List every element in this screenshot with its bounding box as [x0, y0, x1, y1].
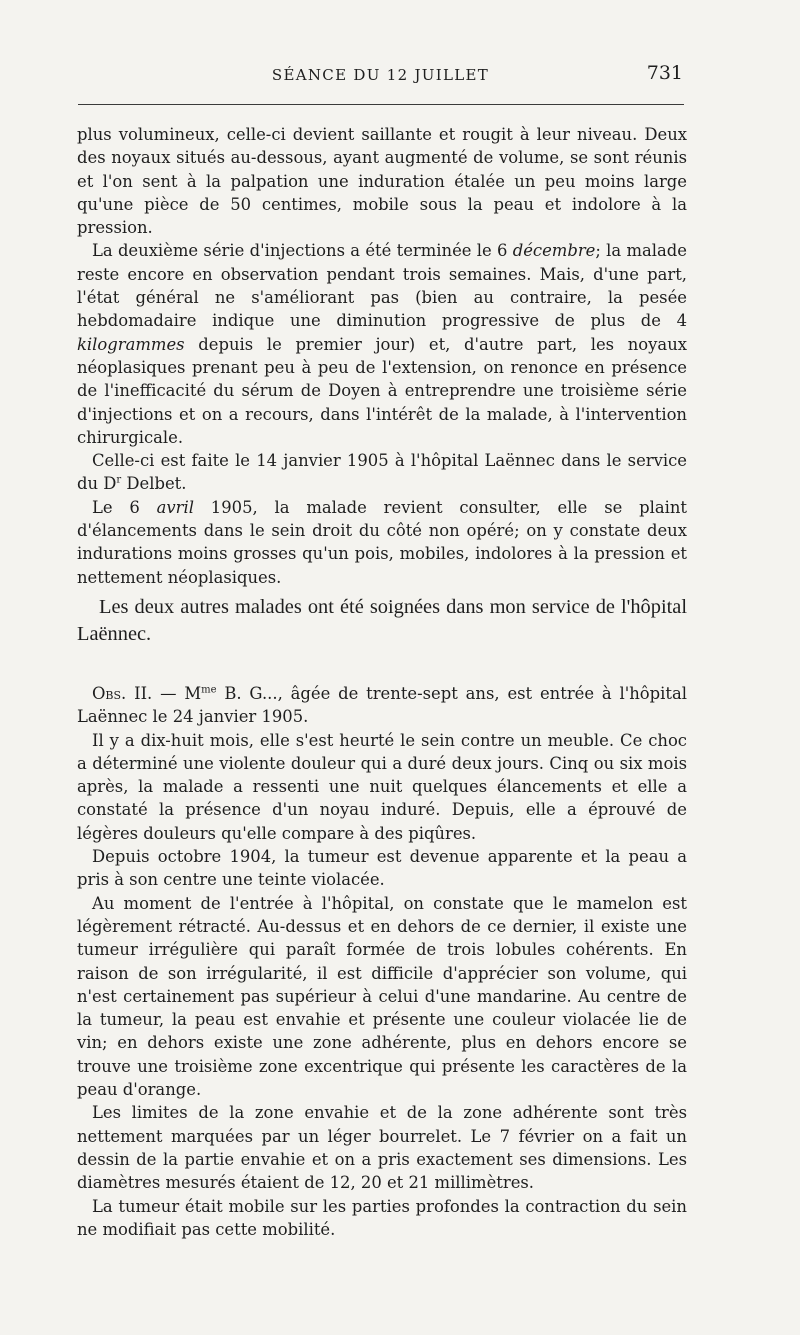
observation-paragraph: Au moment de l'entrée à l'hôpital, on constate que le mamelon est légèrement rétracté. Au-dessus et en dehors de ce dernier, il existe une tumeur irrégulière qui paraît formée de trois lobules cohérents. En raison de son irrégularité, il est difficile d'apprécier son volume, qui n'est certainement pas supérieur à celui d'une mandarine. Au centre de la tumeur, la peau est envahie et présente une couleur violacée lie de vin; en dehors existe une zone adhérente, plus en dehors encore se trouve une troisième zone excentrique qui présente les caractères de la peau d'orange.: [77, 893, 687, 1100]
observation-paragraph: Il y a dix-huit mois, elle s'est heurté le sein contre un meuble. Ce choc a déterminé une violente douleur qui a duré deux jours. Cinq ou six mois après, la malade a ressenti une nuit quelques élancements et elle a constaté la présence d'un noyau induré. Depuis, elle a éprouvé de légères douleurs qu'elle compare à des piqûres.: [77, 730, 687, 843]
paragraph-continuation: plus volumineux, celle-ci devient saillante et rougit à leur niveau. Deux des noyaux situés au-dessous, ayant augmenté de volume, se sont réunis et l'on sent à la palpation une induration étalée un peu moins large qu'une pièce de 50 centimes, mobile sous la peau et indolore à la pression.: [77, 125, 687, 238]
paragraph-second-series: La deuxième série d'injections a été terminée le 6 décembre; la malade reste encore en observation pendant trois semaines. Mais, d'une part, l'état général ne s'améliorant pas (bien au contraire, la pesée hebdomadaire indique une diminution progressive de plus de 4 kilogrammes depuis le premier jour) et, d'autre part, les noyaux néoplasiques prenant peu à peu de l'extension, on renonce en présence de l'inefficacité du sérum de Doyen à entreprendre une troisième série d'injections et on a recours, dans l'intérêt de la malade, à l'intervention chirurgicale.: [77, 241, 688, 447]
observation-label: Obs. II.: [92, 684, 153, 703]
author-note: [77, 594, 687, 648]
paragraph-april: Le 6 avril 1905, la malade revient consulter, elle se plaint d'élancements dans le sein droit du côté non opéré; on y constate deux indurations moins grosses qu'un pois, mobiles, indolores à la pression et nettement néoplasiques.: [77, 497, 687, 587]
page-header: [78, 62, 683, 96]
observation-heading-paragraph: Obs. II. — $M^{me}$ B. G..., âgée de trente-sept ans, est entrée à l'hôpital Laënnec le 24 janvier 1905.: [77, 684, 688, 727]
observation-section: [77, 682, 687, 1241]
running-title: SÉANCE DU 12 JUILLET: [271, 66, 490, 84]
paragraph-surgery: Celle-ci est faite le 14 janvier 1905 à l'hôpital Laënnec dans le service du $D^r$ Delbet.: [77, 451, 687, 494]
observation-paragraph: Les limites de la zone envahie et de la zone adhérente sont très nettement marquées par un léger bourrelet. Le 7 février on a fait un dessin de la partie envahie et on a pris exactement ses dimensions. Les diamètres mesurés étaient de 12, 20 et 21 millimètres.: [77, 1103, 687, 1193]
observation-paragraph: Depuis octobre 1904, la tumeur est devenue apparente et la peau a pris à son centre une teinte violacée.: [77, 847, 687, 890]
header-rule: [78, 104, 684, 105]
page-number: 731: [646, 62, 683, 84]
observation-paragraph: La tumeur était mobile sur les parties profondes la contraction du sein ne modifiait pas cette mobilité.: [77, 1196, 687, 1239]
main-text: [77, 123, 687, 589]
note-paragraph: Les deux autres malades ont été soignées dans mon service de l'hôpital Laënnec.: [77, 596, 687, 645]
